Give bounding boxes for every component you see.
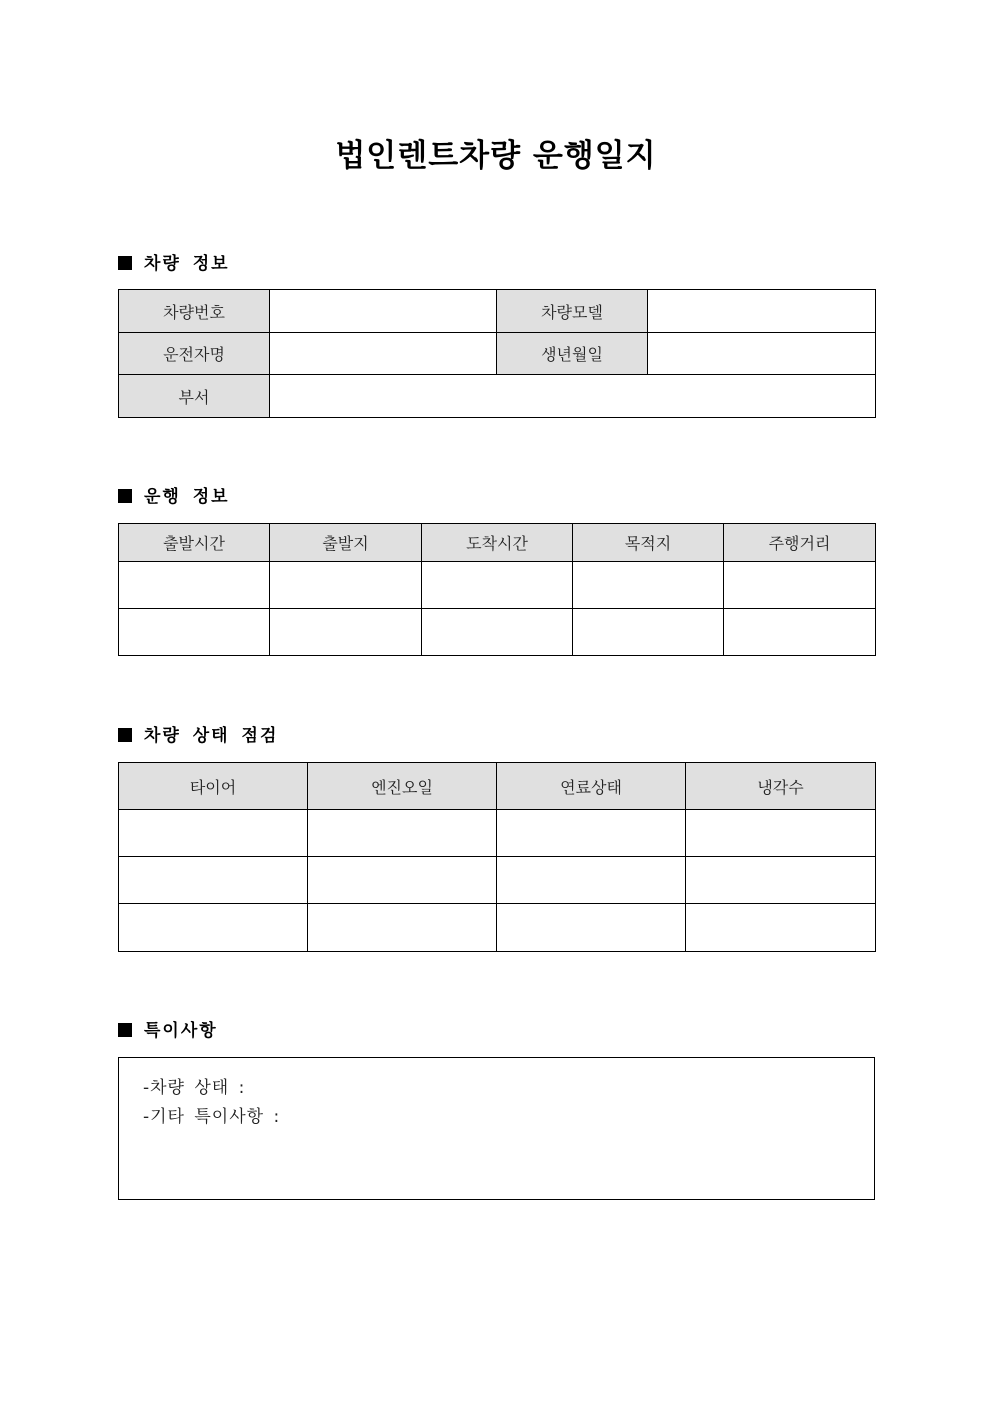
trip-cell[interactable] [573,562,724,609]
table-row [119,857,876,904]
trip-cell[interactable] [270,562,422,609]
col-engine-oil: 엔진오일 [308,763,497,810]
table-row [119,290,876,333]
trip-cell[interactable] [422,562,573,609]
square-bullet-icon [118,489,132,503]
trip-info-heading [118,485,230,509]
table-header-row [119,524,876,562]
trip-cell[interactable] [270,609,422,656]
model-field[interactable] [648,290,876,333]
inspection-heading [118,724,278,748]
inspection-cell[interactable] [308,810,497,857]
table-header-row [119,763,876,810]
inspection-table [118,762,876,952]
trip-info-heading-text: 운행 정보 [144,487,230,507]
note-other-remarks: -기타 특이사항 : [143,1107,281,1127]
inspection-cell[interactable] [308,857,497,904]
model-label: 차량모델 [497,290,648,333]
dept-label: 부서 [119,375,270,418]
inspection-cell[interactable] [686,857,876,904]
col-tire: 타이어 [119,763,308,810]
trip-info-table [118,523,876,656]
col-fuel-status: 연료상태 [497,763,686,810]
inspection-cell[interactable] [308,904,497,952]
inspection-cell[interactable] [119,810,308,857]
trip-cell[interactable] [422,609,573,656]
inspection-cell[interactable] [497,857,686,904]
driver-label: 운전자명 [119,333,270,375]
trip-cell[interactable] [119,562,270,609]
birth-field[interactable] [648,333,876,375]
notes-heading-text: 특이사항 [144,1021,218,1041]
dept-field[interactable] [270,375,876,418]
vehicle-info-table [118,289,876,418]
col-departure-place: 출발지 [270,524,422,562]
document-title: 법인렌트차량 운행일지 [335,138,657,174]
vehicle-info-heading-text: 차량 정보 [144,254,230,274]
square-bullet-icon [118,1023,132,1037]
square-bullet-icon [118,256,132,270]
inspection-cell[interactable] [686,904,876,952]
col-coolant: 냉각수 [686,763,876,810]
table-row [119,333,876,375]
inspection-heading-text: 차량 상태 점검 [144,726,279,746]
table-row [119,562,876,609]
col-departure-time: 출발시간 [119,524,270,562]
col-arrival-time: 도착시간 [422,524,573,562]
note-vehicle-status: -차량 상태 : [143,1078,246,1098]
trip-cell[interactable] [724,562,876,609]
plate-label: 차량번호 [119,290,270,333]
driver-field[interactable] [270,333,497,375]
plate-field[interactable] [270,290,497,333]
inspection-cell[interactable] [119,857,308,904]
inspection-cell[interactable] [497,904,686,952]
table-row [119,904,876,952]
inspection-cell[interactable] [119,904,308,952]
notes-box[interactable] [118,1057,875,1200]
inspection-cell[interactable] [686,810,876,857]
table-row [119,609,876,656]
table-row [119,375,876,418]
trip-cell[interactable] [119,609,270,656]
trip-cell[interactable] [573,609,724,656]
birth-label: 생년월일 [497,333,648,375]
trip-cell[interactable] [724,609,876,656]
square-bullet-icon [118,728,132,742]
table-row [119,810,876,857]
notes-heading [118,1019,218,1043]
col-distance: 주행거리 [724,524,876,562]
inspection-cell[interactable] [497,810,686,857]
vehicle-info-heading [118,252,230,276]
col-destination: 목적지 [573,524,724,562]
